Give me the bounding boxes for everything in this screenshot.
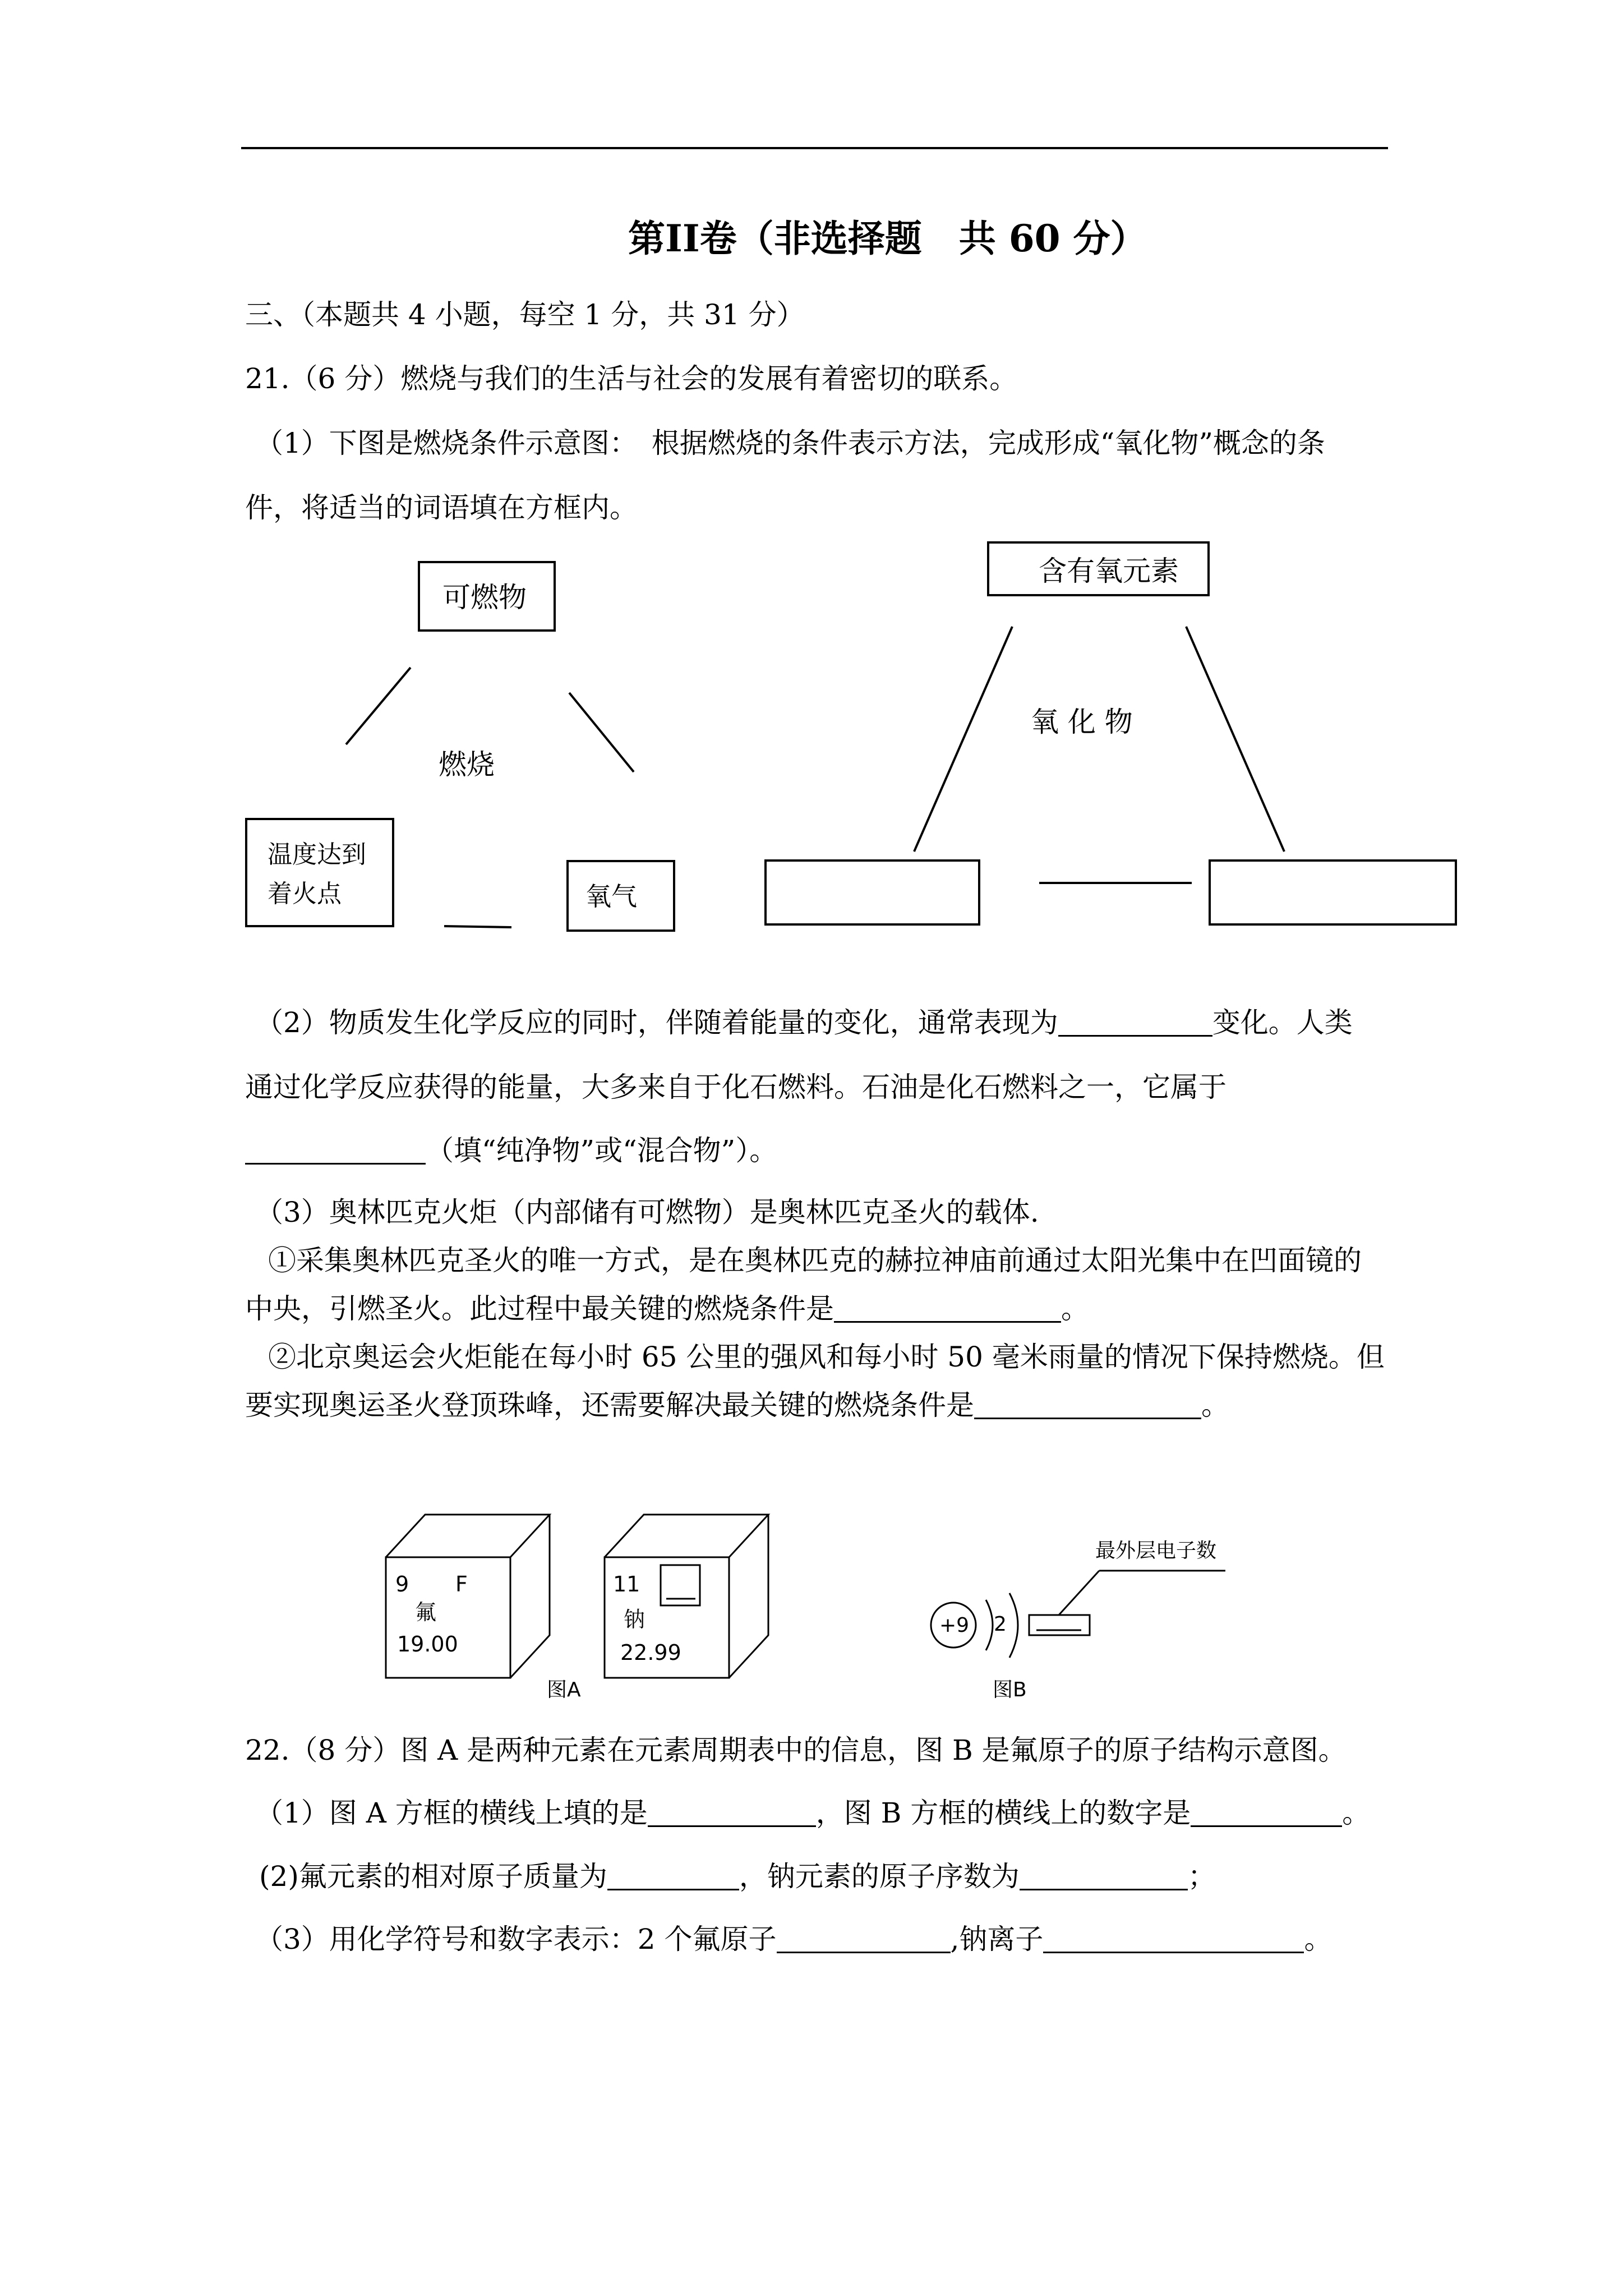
fluorine-atomic-number: 9 <box>395 1572 409 1596</box>
q22-blank-outer-electrons[interactable] <box>1191 1801 1342 1827</box>
q22-blank-symbol[interactable] <box>648 1801 816 1827</box>
sodium-atomic-number: 11 <box>613 1572 640 1596</box>
outer-electron-callout: 最外层电子数 <box>1095 1539 1217 1562</box>
combustion-center-label: 燃烧 <box>439 748 495 781</box>
q21-p3-2-text: 要实现奥运圣火登顶珠峰，还需要解决最关键的燃烧条件是 <box>245 1389 974 1421</box>
caption-figure-a: 图A <box>547 1678 581 1701</box>
q21-p3-2-end: 。 <box>1201 1389 1229 1421</box>
ignition-temp-line2: 着火点 <box>268 880 342 908</box>
caption-figure-b: 图B <box>993 1678 1027 1701</box>
q21-p2-line2: 通过化学反应获得的能量，大多来自于化石燃料。石油是化石燃料之一，它属于 <box>245 1071 1227 1103</box>
q21-p3-1-line1: ①采集奥林匹克圣火的唯一方式，是在奥林匹克的赫拉神庙前通过太阳光集中在凹面镜的 <box>268 1244 1362 1277</box>
oxygen-element-label: 含有氧元素 <box>1039 555 1179 587</box>
sodium-mass: 22.99 <box>620 1640 681 1665</box>
sodium-name: 钠 <box>624 1607 645 1632</box>
oxide-center-label: 氧 化 物 <box>1031 706 1133 738</box>
q22-header: 22.（8 分）图 A 是两种元素在元素周期表中的信息，图 B 是氟原子的原子结构示意图。 <box>245 1734 1347 1766</box>
q21-p1-line1: （1）下图是燃烧条件示意图： 根据燃烧的条件表示方法，完成形成“氧化物”概念的条 <box>255 427 1325 459</box>
q22-p3-text-c: 。 <box>1304 1923 1332 1955</box>
q22-p2 <box>259 1860 1216 1893</box>
q21-p2-text-b: 变化。人类 <box>1212 1006 1353 1039</box>
q22-p3 <box>255 1925 1332 1953</box>
q22-p2-text-c: ； <box>1187 1860 1216 1893</box>
q21-p3-1-end: 。 <box>1061 1292 1089 1325</box>
q22-blank-fluorine-mass[interactable] <box>607 1864 739 1890</box>
q22-p2-text-b: ，钠元素的原子序数为 <box>739 1860 1020 1893</box>
fluorine-mass: 19.00 <box>397 1632 458 1657</box>
shell-arc-2 <box>1009 1593 1018 1658</box>
q22-p1 <box>255 1799 1370 1827</box>
fluorine-name: 氟 <box>415 1600 437 1625</box>
q22-blank-sodium-number[interactable] <box>1020 1864 1188 1890</box>
fluorine-atom-diagram <box>931 1571 1225 1658</box>
q22-p2-text-a: (2)氟元素的相对原子质量为 <box>259 1860 607 1893</box>
q21-p1-line2: 件，将适当的词语填在方框内。 <box>245 491 638 524</box>
section-intro: 三、（本题共 4 小题，每空 1 分，共 31 分） <box>245 298 805 331</box>
q22-p1-text-c: 。 <box>1342 1797 1371 1829</box>
oxygen-label: 氧气 <box>585 881 637 912</box>
q22-p1-text-b: ，图 B 方框的横线上的数字是 <box>815 1797 1191 1829</box>
callout-line <box>1059 1571 1099 1615</box>
shell-1-count: 2 <box>994 1613 1007 1636</box>
q21-header: 21.（6 分）燃烧与我们的生活与社会的发展有着密切的联系。 <box>245 362 1018 395</box>
shell-arc-1 <box>986 1600 993 1650</box>
q21-p2-text-c: （填“纯净物”或“混合物”）。 <box>426 1134 778 1167</box>
q22-p1-text-a: （1）图 A 方框的横线上填的是 <box>255 1797 648 1829</box>
q21-p3-2-line1: ②北京奥运会火炬能在每小时 65 公里的强风和每小时 50 毫米雨量的情况下保持燃烧。但 <box>268 1341 1385 1373</box>
q21-p2-text-a: （2）物质发生化学反应的同时，伴随着能量的变化，通常表现为 <box>255 1006 1058 1039</box>
nucleus-label: +9 <box>939 1614 970 1637</box>
q22-blank-two-f-atoms[interactable] <box>777 1927 951 1953</box>
q22-blank-sodium-ion[interactable] <box>1043 1927 1304 1953</box>
q22-p3-text-a: （3）用化学符号和数字表示：2 个氟原子 <box>255 1923 777 1955</box>
q21-p3-1-text: 中央，引燃圣火。此过程中最关键的燃烧条件是 <box>245 1292 834 1325</box>
q22-p3-text-b: ,钠离子 <box>950 1923 1044 1955</box>
outer-electron-box <box>1029 1615 1090 1635</box>
fluorine-symbol: F <box>455 1572 468 1596</box>
ignition-temp-line1: 温度达到 <box>268 840 366 869</box>
section-title: 第II卷（非选择题 共 60 分） <box>628 217 1147 260</box>
combustible-label: 可燃物 <box>442 581 527 614</box>
q21-p3-intro: （3）奥林匹克火炬（内部储有可燃物）是奥林匹克圣火的载体. <box>255 1196 1039 1228</box>
